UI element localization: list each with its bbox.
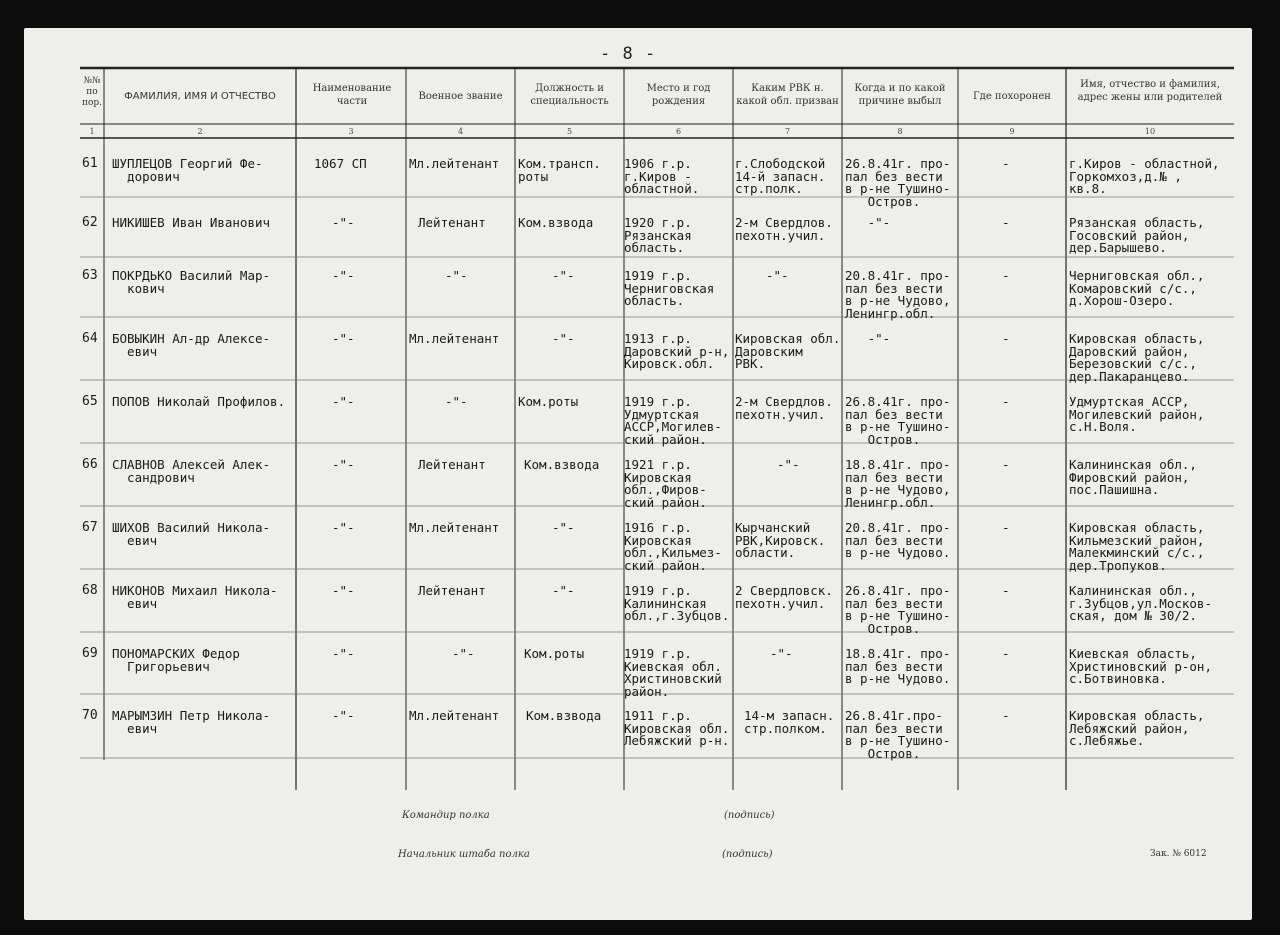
row-post: Ком.роты	[518, 394, 579, 409]
row-rank: -"-	[445, 394, 468, 409]
row-relatives: г.Киров - областной, Горкомхоз,д.№ , кв.8.	[1069, 156, 1220, 196]
header-fullname: ФАМИЛИЯ, ИМЯ И ОТЧЕСТВО	[124, 91, 276, 102]
row-unit: -"-	[332, 268, 355, 283]
row-relatives: Кировская область, Лебяжский район, с.Лебяжье.	[1069, 708, 1205, 748]
row-rvk: Кырчанский РВК,Кировск. области.	[735, 520, 826, 560]
row-fullname: ШУПЛЕЦОВ Георгий Фе- дорович	[112, 156, 263, 184]
row-relatives: Калининская обл., Фировский район, пос.Пашишна.	[1069, 457, 1197, 497]
row-rank: -"-	[452, 646, 475, 661]
row-fate: 20.8.41г. про- пал без вести в р-не Чудово, Ленингр.обл.	[845, 268, 951, 321]
row-fullname: ПОНОМАРСКИХ Федор Григорьевич	[112, 646, 240, 674]
column-number: 1	[89, 127, 95, 136]
row-fate: 26.8.41г. про- пал без вести в р-не Тушино- Остров.	[845, 394, 951, 447]
header-rvk: Каким РВК н. какой обл. призван	[736, 83, 839, 107]
row-rank: Мл.лейтенант	[409, 156, 500, 171]
row-relatives: Удмуртская АССР, Могилевский район, с.Н.Воля.	[1069, 394, 1205, 434]
row-rvk: -"-	[777, 457, 800, 472]
row-birth: 1921 г.р. Кировская обл.,Фиров- ский район.	[624, 457, 707, 510]
row-rank: Мл.лейтенант	[409, 520, 500, 535]
row-number: 65	[82, 394, 98, 409]
column-number: 2	[197, 127, 203, 136]
row-buried: -	[1002, 457, 1010, 472]
chief-of-staff-label: Начальник штаба полка	[398, 849, 530, 860]
column-number: 5	[566, 127, 573, 136]
row-rvk: 2 Свердловск. пехотн.учил.	[735, 583, 833, 611]
row-unit: -"-	[332, 394, 355, 409]
row-fullname: НИКИШЕВ Иван Иванович	[112, 215, 271, 230]
column-number: 9	[1009, 127, 1015, 136]
column-number: 3	[348, 127, 354, 136]
row-birth: 1906 г.р. г.Киров - областной.	[624, 156, 700, 196]
row-rank: Мл.лейтенант	[409, 708, 500, 723]
header-fate: Когда и по какой причине выбыл	[854, 83, 946, 107]
row-rank: Мл.лейтенант	[409, 331, 500, 346]
row-post: Ком.взвода	[524, 457, 600, 472]
header-buried: Где похоронен	[973, 91, 1051, 102]
row-post: -"-	[552, 520, 575, 535]
row-number: 66	[82, 457, 98, 472]
row-birth: 1919 г.р. Черниговская область.	[624, 268, 715, 308]
row-fate: 18.8.41г. про- пал без вести в р-не Чудово.	[845, 646, 951, 686]
row-fate: 26.8.41г. про- пал без вести в р-не Тушино- Остров.	[845, 583, 951, 636]
row-buried: -	[1002, 646, 1010, 661]
row-buried: -	[1002, 215, 1010, 230]
row-birth: 1919 г.р. Киевская обл. Христиновский район.	[624, 646, 722, 699]
row-birth: 1919 г.р. Удмуртская АССР,Могилев- ский район.	[624, 394, 722, 447]
row-fate: 20.8.41г. про- пал без вести в р-не Чудово.	[845, 520, 951, 560]
row-number: 69	[82, 646, 98, 661]
row-buried: -	[1002, 583, 1010, 598]
row-fullname: ШИХОВ Василий Никола- евич	[112, 520, 271, 548]
row-birth: 1916 г.р. Кировская обл.,Кильмез- ский район.	[624, 520, 722, 573]
row-buried: -	[1002, 520, 1010, 535]
row-unit: -"-	[332, 457, 355, 472]
row-fullname: ПОПОВ Николай Профилов.	[112, 394, 286, 409]
row-post: Ком.взвода	[518, 215, 594, 230]
row-birth: 1911 г.р. Кировская обл. Лебяжский р-н.	[624, 708, 730, 748]
row-birth: 1920 г.р. Рязанская область.	[624, 215, 692, 255]
header-number: №№ по пор.	[81, 76, 103, 108]
row-buried: -	[1002, 708, 1010, 723]
row-rank: Лейтенант	[418, 457, 486, 472]
row-number: 62	[82, 215, 98, 230]
row-fullname: БОВЫКИН Ал-др Алексе- евич	[112, 331, 271, 359]
row-buried: -	[1002, 156, 1010, 171]
row-rvk: г.Слободской 14-й запасн. стр.полк.	[735, 156, 826, 196]
row-fullname: МАРЫМЗИН Петр Никола- евич	[112, 708, 271, 736]
row-birth: 1913 г.р. Даровский р-н, Кировск.обл.	[624, 331, 730, 371]
header-unit: Наименование части	[312, 83, 392, 107]
row-fullname: СЛАВНОВ Алексей Алек- сандрович	[112, 457, 271, 485]
row-relatives: Киевская область, Христиновский р-он, с.Ботвиновка.	[1069, 646, 1212, 686]
row-post: Ком.роты	[524, 646, 585, 661]
row-post: -"-	[552, 583, 575, 598]
row-post: -"-	[552, 331, 575, 346]
row-post: Ком.трансп. роты	[518, 156, 601, 184]
row-rank: -"-	[445, 268, 468, 283]
row-buried: -	[1002, 394, 1010, 409]
row-rvk: -"-	[770, 646, 793, 661]
row-relatives: Кировская область, Кильмезский район, Малекминский с/с., дер.Тропуков.	[1069, 520, 1205, 573]
row-relatives: Рязанская область, Госовский район, дер.Барышево.	[1069, 215, 1205, 255]
row-fullname: НИКОНОВ Михаил Никола- евич	[112, 583, 278, 611]
row-unit: 1067 СП	[314, 156, 367, 171]
row-post: Ком.взвода	[526, 708, 602, 723]
header-rank: Военное звание	[418, 91, 503, 102]
row-post: -"-	[552, 268, 575, 283]
row-number: 67	[82, 520, 98, 535]
row-fate: 18.8.41г. про- пал без вести в р-не Чудово, Ленингр.обл.	[845, 457, 951, 510]
row-fate: 26.8.41г. про- пал без вести в р-не Тушино- Остров.	[845, 156, 951, 209]
header-post: Должность и специальность	[530, 83, 609, 107]
row-rvk: 2-м Свердлов. пехотн.учил.	[735, 215, 833, 243]
column-number: 10	[1144, 127, 1156, 136]
row-unit: -"-	[332, 646, 355, 661]
commander-label: Командир полка	[402, 810, 490, 821]
page-number: - 8 -	[600, 44, 657, 64]
row-relatives: Черниговская обл., Комаровский с/с., д.Хорош-Озеро.	[1069, 268, 1205, 308]
row-fate: -"-	[845, 215, 891, 230]
row-number: 61	[82, 156, 98, 171]
row-rvk: Кировская обл. Даровским РВК.	[735, 331, 841, 371]
row-relatives: Калининская обл., г.Зубцов,ул.Москов- ская, дом № 30/2.	[1069, 583, 1212, 623]
row-fate: -"-	[845, 331, 891, 346]
column-number: 7	[784, 127, 791, 136]
column-number: 6	[675, 127, 682, 136]
row-birth: 1919 г.р. Калининская обл.,г.Зубцов.	[624, 583, 730, 623]
signature-label: (подпись)	[724, 810, 775, 821]
row-buried: -	[1002, 268, 1010, 283]
row-unit: -"-	[332, 331, 355, 346]
signature-label: (подпись)	[722, 849, 773, 860]
row-rank: Лейтенант	[418, 583, 486, 598]
header-relatives: Имя, отчество и фамилия, адрес жены или родителей	[1077, 79, 1223, 103]
row-number: 70	[82, 708, 98, 723]
header-birth: Место и год рождения	[646, 83, 711, 107]
row-fate: 26.8.41г.про- пал без вести в р-не Тушино- Остров.	[845, 708, 951, 761]
row-relatives: Кировская область, Даровский район, Березовский с/с., дер.Пакаранцево.	[1069, 331, 1205, 384]
row-rvk: 2-м Свердлов. пехотн.учил.	[735, 394, 833, 422]
row-unit: -"-	[332, 520, 355, 535]
row-unit: -"-	[332, 708, 355, 723]
row-unit: -"-	[332, 583, 355, 598]
row-number: 68	[82, 583, 98, 598]
order-number: Зак. № 6012	[1150, 849, 1207, 859]
row-buried: -	[1002, 331, 1010, 346]
row-unit: -"-	[332, 215, 355, 230]
row-rvk: 14-м запасн. стр.полком.	[744, 708, 835, 736]
row-rank: Лейтенант	[418, 215, 486, 230]
row-number: 64	[82, 331, 98, 346]
column-number: 8	[897, 127, 903, 136]
column-number: 4	[457, 127, 464, 136]
row-rvk: -"-	[766, 268, 789, 283]
row-fullname: ПОКРДЬКО Василий Мар- кович	[112, 268, 271, 296]
row-number: 63	[82, 268, 98, 283]
